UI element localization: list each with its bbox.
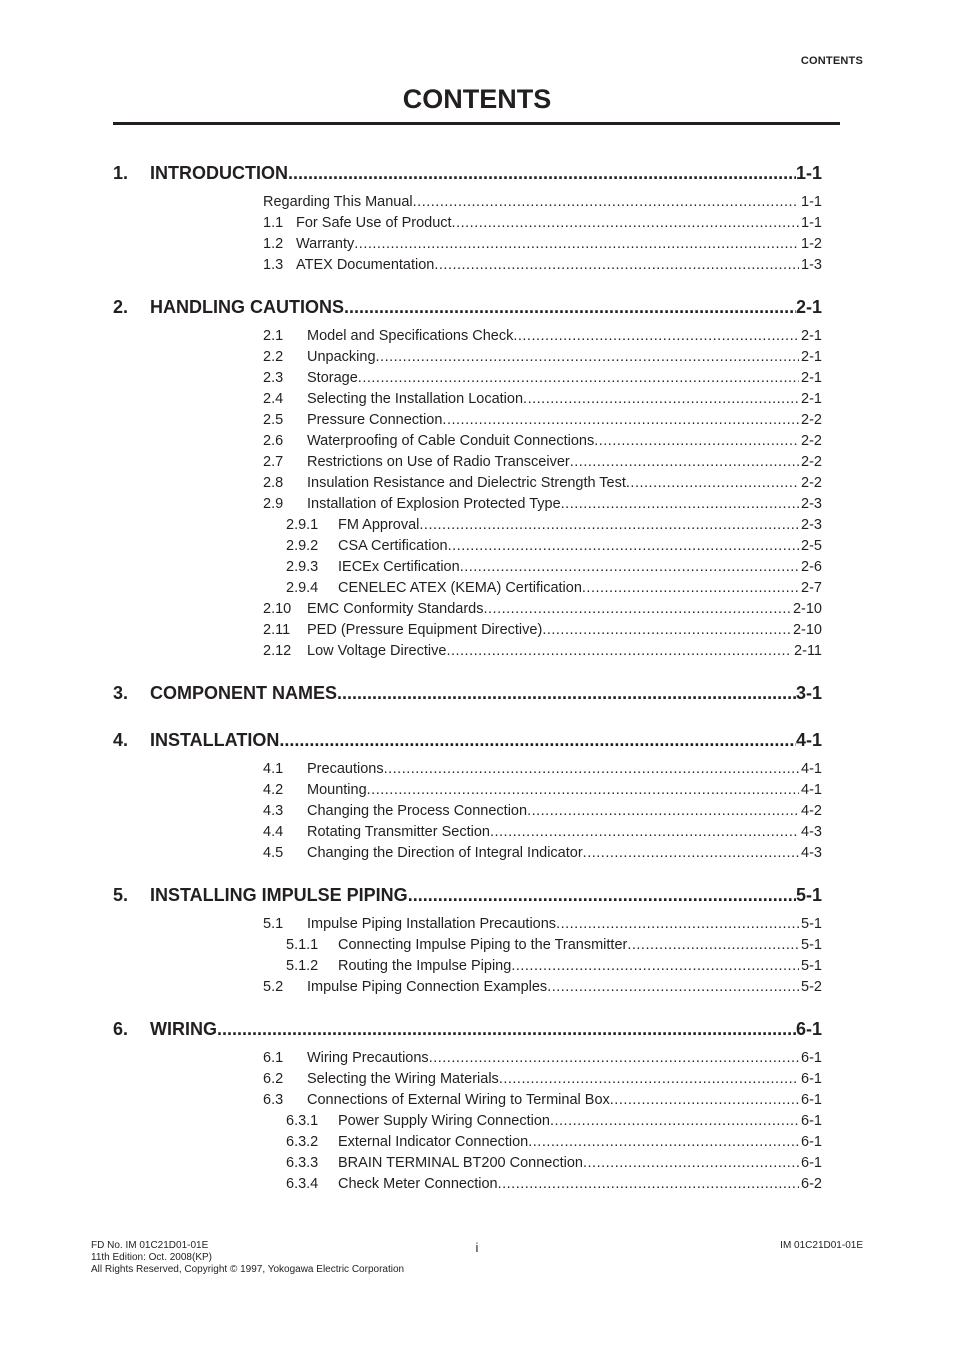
toc-entry-page: 6-2 [801, 1176, 822, 1192]
toc-leader-dots [626, 473, 799, 494]
toc-entry-number: 6.1 [263, 1050, 284, 1066]
toc-entry-page: 5-1 [801, 958, 822, 974]
toc-entry-page: 2-1 [801, 370, 822, 386]
toc-entry [263, 452, 822, 473]
toc-entry-page: 2-3 [801, 517, 822, 533]
toc-entry-page: 2-2 [801, 412, 822, 428]
toc-entry-title: External Indicator Connection [338, 1134, 529, 1150]
toc-entry-title: Storage [307, 370, 358, 386]
toc-leader-dots [561, 494, 799, 515]
toc-entry-number: 2.11 [263, 622, 291, 638]
toc-entry-number: 4.5 [263, 845, 284, 861]
toc-entry-number: 2.12 [263, 643, 292, 659]
toc-entry-number: 2.2 [263, 349, 284, 365]
toc-entry-page: 4-1 [801, 782, 822, 798]
toc-leader-dots [610, 1090, 799, 1111]
toc-leader-dots [583, 1153, 799, 1174]
title-rule [113, 122, 840, 125]
toc-leader-dots [337, 681, 796, 705]
toc-entry-number: 6.3.3 [286, 1155, 319, 1171]
footer-edition: 11th Edition: Oct. 2008(KP) [91, 1252, 212, 1263]
toc-leader-dots [460, 557, 799, 578]
toc-entry-number: 4.3 [263, 803, 284, 819]
toc-entry [263, 822, 822, 843]
toc-entry [263, 801, 822, 822]
toc-leader-dots [279, 728, 796, 752]
toc-leader-dots [442, 410, 799, 431]
toc-leader-dots [490, 822, 799, 843]
toc-entry-title: Precautions [307, 761, 384, 777]
toc-entry-title: Selecting the Installation Location [307, 391, 524, 407]
toc-entry-number: 6.2 [263, 1071, 284, 1087]
toc-section [113, 883, 822, 998]
toc-entry-number: 2.4 [263, 391, 284, 407]
toc-section-heading [113, 161, 822, 185]
toc-entry-page: 2-1 [801, 328, 822, 344]
toc-entry-title: BRAIN TERMINAL BT200 Connection [338, 1155, 583, 1171]
toc-leader-dots [288, 161, 796, 185]
toc-entry [263, 515, 822, 536]
toc-entry-page: 2-1 [801, 349, 822, 365]
toc-entry-number: 2.5 [263, 412, 284, 428]
toc-entry-page: 4-1 [801, 761, 822, 777]
toc-entry-page: 2-7 [801, 580, 822, 596]
footer-copyright: All Rights Reserved, Copyright © 1997, Yokogawa Electric Corporation [91, 1264, 405, 1275]
table-of-contents [113, 161, 822, 1214]
toc-entry-number: 2.9.2 [286, 538, 319, 554]
toc-entry [263, 347, 822, 368]
toc-section-page: 4-1 [795, 730, 822, 750]
toc-section-heading [113, 1017, 822, 1041]
toc-entry-page: 4-3 [801, 824, 822, 840]
toc-entry [263, 536, 822, 557]
toc-entry-title: Changing the Direction of Integral Indicator [307, 845, 583, 861]
toc-entry [263, 255, 822, 276]
toc-section-title: INSTALLING IMPULSE PIPING [150, 885, 408, 905]
toc-leader-dots [376, 347, 800, 368]
toc-section [113, 295, 822, 662]
toc-leader-dots [217, 1017, 796, 1041]
toc-entry-title: Selecting the Wiring Materials [307, 1071, 499, 1087]
toc-entry [263, 578, 822, 599]
toc-entry-page: 2-11 [794, 643, 822, 659]
toc-leader-dots [570, 452, 799, 473]
toc-section-title: INSTALLATION [150, 730, 280, 750]
toc-leader-dots [583, 843, 799, 864]
toc-entry [263, 473, 822, 494]
toc-entry [263, 192, 822, 213]
toc-leader-dots [384, 759, 799, 780]
toc-entry-title: Impulse Piping Connection Examples [307, 979, 548, 995]
toc-entry [263, 914, 822, 935]
toc-entry [263, 956, 822, 977]
toc-entry-title: Regarding This Manual [263, 194, 413, 210]
toc-leader-dots [408, 883, 796, 907]
toc-leader-dots [354, 234, 799, 255]
toc-leader-dots [419, 515, 799, 536]
toc-section [113, 161, 822, 276]
toc-entry-number: 6.3.2 [286, 1134, 319, 1150]
toc-entry-title: Waterproofing of Cable Conduit Connections [307, 433, 595, 449]
toc-section-page: 2-1 [795, 297, 822, 317]
toc-leader-dots [452, 213, 799, 234]
toc-entry-page: 2-1 [801, 391, 822, 407]
toc-entry-page: 1-3 [801, 257, 822, 273]
toc-entry-title: Rotating Transmitter Section [307, 824, 490, 840]
toc-entry [263, 935, 822, 956]
toc-leader-dots [413, 192, 799, 213]
toc-leader-dots [550, 1111, 799, 1132]
toc-entry-title: Restrictions on Use of Radio Transceiver [307, 454, 570, 470]
toc-entry-title: Model and Specifications Check [307, 328, 514, 344]
toc-entry-number: 6.3.1 [286, 1113, 319, 1129]
toc-entry-number: 5.2 [263, 979, 284, 995]
toc-leader-dots [434, 255, 799, 276]
toc-section-heading [113, 883, 822, 907]
toc-entry-page: 2-2 [801, 454, 822, 470]
toc-entry [263, 1048, 822, 1069]
toc-leader-dots [527, 801, 799, 822]
toc-entry [263, 977, 822, 998]
toc-entry-title: Connections of External Wiring to Terminal Box [307, 1092, 610, 1108]
toc-entry-title: Mounting [307, 782, 367, 798]
toc-entry-number: 5.1.2 [286, 958, 319, 974]
toc-leader-dots [358, 368, 799, 389]
toc-section-number: 4. [113, 730, 129, 750]
toc-entry-number: 4.4 [263, 824, 284, 840]
toc-entry [263, 1153, 822, 1174]
toc-entry-page: 2-10 [792, 601, 822, 617]
toc-entry-list [263, 1048, 822, 1195]
toc-entry [263, 326, 822, 347]
toc-leader-dots [483, 599, 790, 620]
toc-section-number: 1. [113, 163, 129, 183]
toc-entry-number: 1.2 [263, 236, 284, 252]
toc-entry [263, 1132, 822, 1153]
toc-section-page: 5-1 [795, 885, 822, 905]
toc-entry-number: 5.1.1 [286, 937, 319, 953]
toc-entry-title: Low Voltage Directive [307, 643, 447, 659]
toc-entry-number: 1.3 [263, 257, 284, 273]
toc-leader-dots [523, 389, 799, 410]
toc-entry-number: 2.7 [263, 454, 284, 470]
toc-leader-dots [446, 641, 792, 662]
toc-section-title: WIRING [150, 1019, 217, 1039]
toc-entry-page: 6-1 [801, 1155, 822, 1171]
toc-entry-page: 4-3 [801, 845, 822, 861]
toc-leader-dots [429, 1048, 799, 1069]
toc-section-heading [113, 295, 822, 319]
toc-entry-number: 2.9.3 [286, 559, 319, 575]
toc-leader-dots [499, 1069, 799, 1090]
toc-leader-dots [582, 578, 799, 599]
toc-entry-title: Wiring Precautions [307, 1050, 429, 1066]
toc-entry [263, 780, 822, 801]
toc-section [113, 728, 822, 864]
toc-section-page: 3-1 [795, 683, 822, 703]
toc-entry-page: 6-1 [801, 1113, 822, 1129]
toc-entry [263, 599, 822, 620]
toc-entry [263, 620, 822, 641]
toc-entry-number: 6.3 [263, 1092, 284, 1108]
toc-entry-number: 2.9.1 [286, 517, 319, 533]
toc-entry-title: Warranty [296, 236, 355, 252]
toc-leader-dots [594, 431, 799, 452]
toc-section-title: COMPONENT NAMES [150, 683, 338, 703]
toc-entry [263, 759, 822, 780]
toc-section-title: INTRODUCTION [150, 163, 288, 183]
toc-section-number: 3. [113, 683, 129, 703]
toc-entry [263, 1090, 822, 1111]
toc-section-heading [113, 681, 822, 705]
toc-entry-number: 2.8 [263, 475, 284, 491]
toc-leader-dots [511, 956, 799, 977]
running-head: CONTENTS [800, 55, 863, 67]
toc-entry-list [263, 759, 822, 864]
toc-entry-page: 6-1 [801, 1092, 822, 1108]
footer-fd-number: FD No. IM 01C21D01-01E [91, 1240, 209, 1251]
toc-leader-dots [367, 780, 799, 801]
toc-entry-title: IECEx Certification [338, 559, 460, 575]
toc-section-title: HANDLING CAUTIONS [150, 297, 344, 317]
toc-entry-title: FM Approval [338, 517, 420, 533]
toc-entry-page: 4-2 [801, 803, 822, 819]
toc-entry-page: 2-5 [801, 538, 822, 554]
page-number: i [475, 1240, 479, 1255]
toc-entry-title: Impulse Piping Installation Precautions [307, 916, 557, 932]
toc-entry [263, 1174, 822, 1195]
toc-entry-title: CENELEC ATEX (KEMA) Certification [338, 580, 582, 596]
toc-leader-dots [528, 1132, 799, 1153]
toc-entry-page: 1-1 [801, 215, 822, 231]
toc-entry-page: 6-1 [801, 1050, 822, 1066]
toc-entry-number: 4.2 [263, 782, 284, 798]
toc-entry-page: 5-1 [801, 916, 822, 932]
toc-section-number: 2. [113, 297, 129, 317]
toc-entry-title: Installation of Explosion Protected Type [307, 496, 561, 512]
toc-leader-dots [547, 977, 799, 998]
toc-entry-number: 1.1 [263, 215, 284, 231]
toc-entry [263, 843, 822, 864]
toc-entry-number: 2.10 [263, 601, 292, 617]
toc-entry-title: Connecting Impulse Piping to the Transmitter [338, 937, 628, 953]
toc-entry-number: 4.1 [263, 761, 284, 777]
toc-entry-title: Changing the Process Connection [307, 803, 528, 819]
toc-entry [263, 557, 822, 578]
toc-entry-title: EMC Conformity Standards [307, 601, 484, 617]
toc-entry-page: 5-2 [801, 979, 822, 995]
toc-entry-number: 6.3.4 [286, 1176, 319, 1192]
toc-entry-title: For Safe Use of Product [296, 215, 452, 231]
toc-entry [263, 389, 822, 410]
toc-entry-title: Check Meter Connection [338, 1176, 498, 1192]
toc-entry-page: 2-3 [801, 496, 822, 512]
toc-entry [263, 410, 822, 431]
toc-entry-list [263, 326, 822, 662]
toc-entry-page: 2-2 [801, 475, 822, 491]
toc-entry [263, 641, 822, 662]
toc-entry-number: 2.6 [263, 433, 284, 449]
toc-leader-dots [498, 1174, 799, 1195]
toc-entry-number: 2.9 [263, 496, 284, 512]
toc-entry-title: Pressure Connection [307, 412, 443, 428]
toc-entry-title: PED (Pressure Equipment Directive) [307, 622, 543, 638]
toc-entry [263, 1069, 822, 1090]
toc-section-number: 6. [113, 1019, 129, 1039]
toc-entry [263, 368, 822, 389]
toc-section-page: 1-1 [795, 163, 822, 183]
toc-leader-dots [344, 295, 796, 319]
toc-entry-page: 5-1 [801, 937, 822, 953]
toc-entry-title: Insulation Resistance and Dielectric Strength Test [307, 475, 626, 491]
toc-leader-dots [627, 935, 799, 956]
toc-leader-dots [542, 620, 791, 641]
toc-section [113, 1017, 822, 1195]
page-title: CONTENTS [402, 84, 552, 114]
toc-entry-title: Routing the Impulse Piping [338, 958, 512, 974]
toc-entry [263, 1111, 822, 1132]
toc-entry-number: 5.1 [263, 916, 284, 932]
toc-section-number: 5. [113, 885, 129, 905]
toc-entry-title: Power Supply Wiring Connection [338, 1113, 550, 1129]
footer-doc-id: IM 01C21D01-01E [780, 1240, 863, 1251]
toc-entry-page: 6-1 [801, 1071, 822, 1087]
toc-leader-dots [513, 326, 799, 347]
toc-leader-dots [556, 914, 799, 935]
toc-leader-dots [448, 536, 799, 557]
toc-entry [263, 494, 822, 515]
toc-entry-page: 2-6 [801, 559, 822, 575]
toc-entry [263, 431, 822, 452]
toc-entry-page: 2-10 [792, 622, 822, 638]
toc-entry-list [263, 192, 822, 276]
toc-section [113, 681, 822, 705]
toc-section-page: 6-1 [795, 1019, 822, 1039]
toc-entry-list [263, 914, 822, 998]
toc-entry-number: 2.3 [263, 370, 284, 386]
toc-entry-page: 6-1 [801, 1134, 822, 1150]
toc-entry-page: 1-2 [801, 236, 822, 252]
toc-entry-number: 2.9.4 [286, 580, 319, 596]
toc-section-heading [113, 728, 822, 752]
toc-entry [263, 213, 822, 234]
toc-entry-number: 2.1 [263, 328, 284, 344]
toc-entry-page: 1-1 [801, 194, 822, 210]
toc-entry-title: ATEX Documentation [296, 257, 435, 273]
toc-entry-title: Unpacking [307, 349, 376, 365]
toc-entry-page: 2-2 [801, 433, 822, 449]
toc-entry [263, 234, 822, 255]
toc-entry-title: CSA Certification [338, 538, 448, 554]
